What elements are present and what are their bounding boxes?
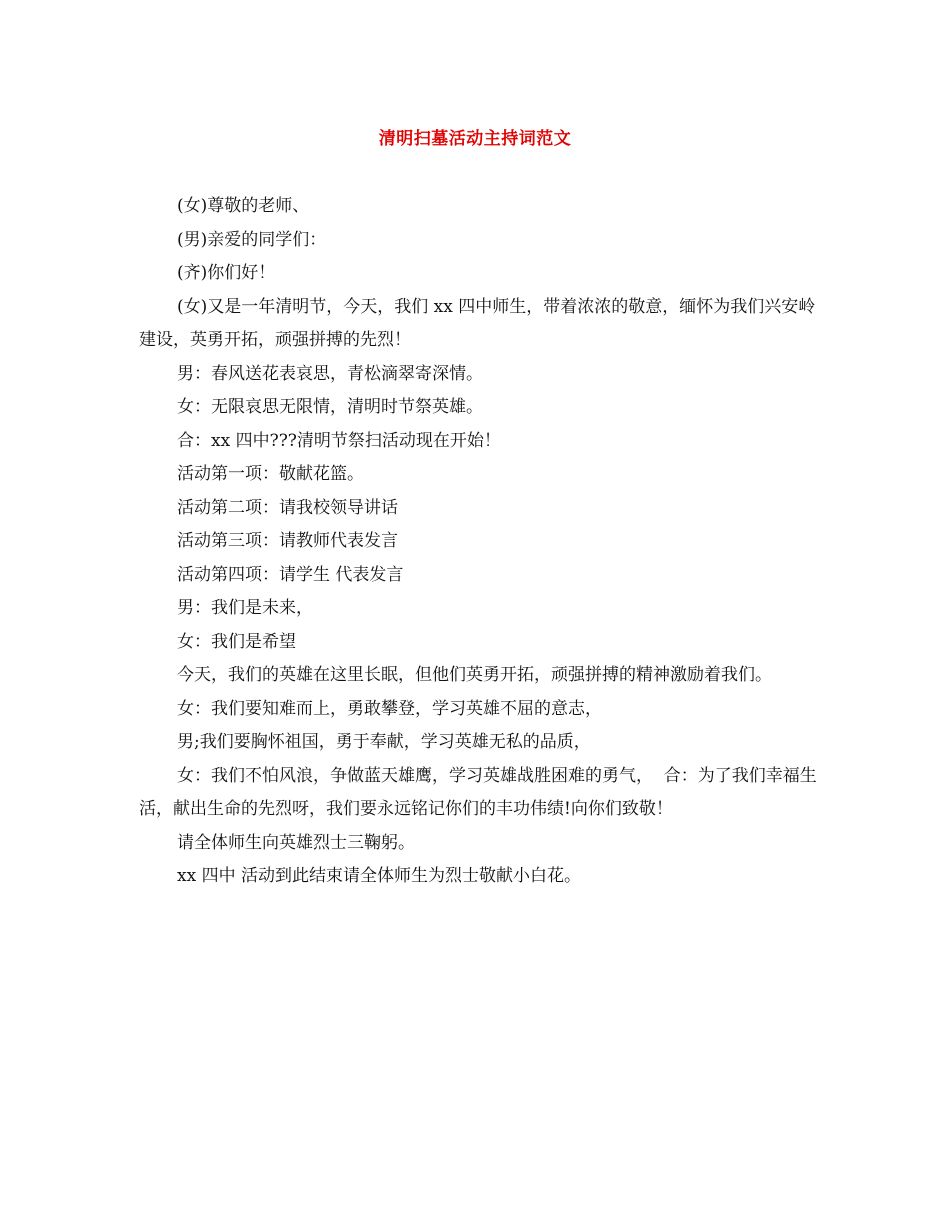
paragraph: 活动第三项：请教师代表发言: [177, 531, 398, 551]
paragraph: 活动第一项：敬献花篮。: [177, 464, 364, 484]
paragraph: 女：我们是希望: [177, 631, 296, 652]
paragraph: xx 四中 活动到此结束请全体师生为烈士敬献小白花。: [177, 866, 581, 886]
paragraph: 活动第四项：请学生 代表发言: [177, 564, 404, 585]
paragraph: (女)又是一年清明节，今天，我们 xx 四中师生，带着浓浓的敬意，缅怀为我们兴安岭建设，英勇开拓，顽强拼搏的先烈！: [139, 296, 816, 350]
paragraph: (男)亲爱的同学们：: [177, 229, 327, 250]
document-title: 清明扫墓活动主持词范文: [378, 129, 572, 149]
paragraph: 女：我们要知难而上，勇敢攀登，学习英雄不屈的意志，: [177, 698, 602, 719]
paragraph: (齐)你们好！: [177, 263, 276, 283]
paragraph: 男;我们要胸怀祖国，勇于奉献，学习英雄无私的品质，: [177, 732, 591, 752]
document-body: [139, 190, 819, 894]
paragraph: 合：xx 四中???清明节祭扫活动现在开始！: [177, 430, 501, 451]
paragraph: 请全体师生向英雄烈士三鞠躬。: [177, 832, 415, 853]
paragraph: 男：我们是未来，: [177, 598, 313, 618]
paragraph: 今天，我们的英雄在这里长眠，但他们英勇开拓，顽强拼搏的精神激励着我们。: [177, 665, 772, 685]
paragraph: 男：春风送花表哀思，青松滴翠寄深情。: [177, 363, 483, 384]
paragraph: (女)尊敬的老师、: [177, 196, 310, 216]
paragraph: 女：无限哀思无限情，清明时节祭英雄。: [177, 397, 483, 417]
paragraph: 活动第二项：请我校领导讲话: [177, 497, 398, 518]
paragraph: 女：我们不怕风浪，争做蓝天雄鹰，学习英雄战胜困难的勇气， 合：为了我们幸福生活，献出生命的先烈呀，我们要永远铭记你们的丰功伟绩!向你们致敬！: [139, 765, 817, 819]
